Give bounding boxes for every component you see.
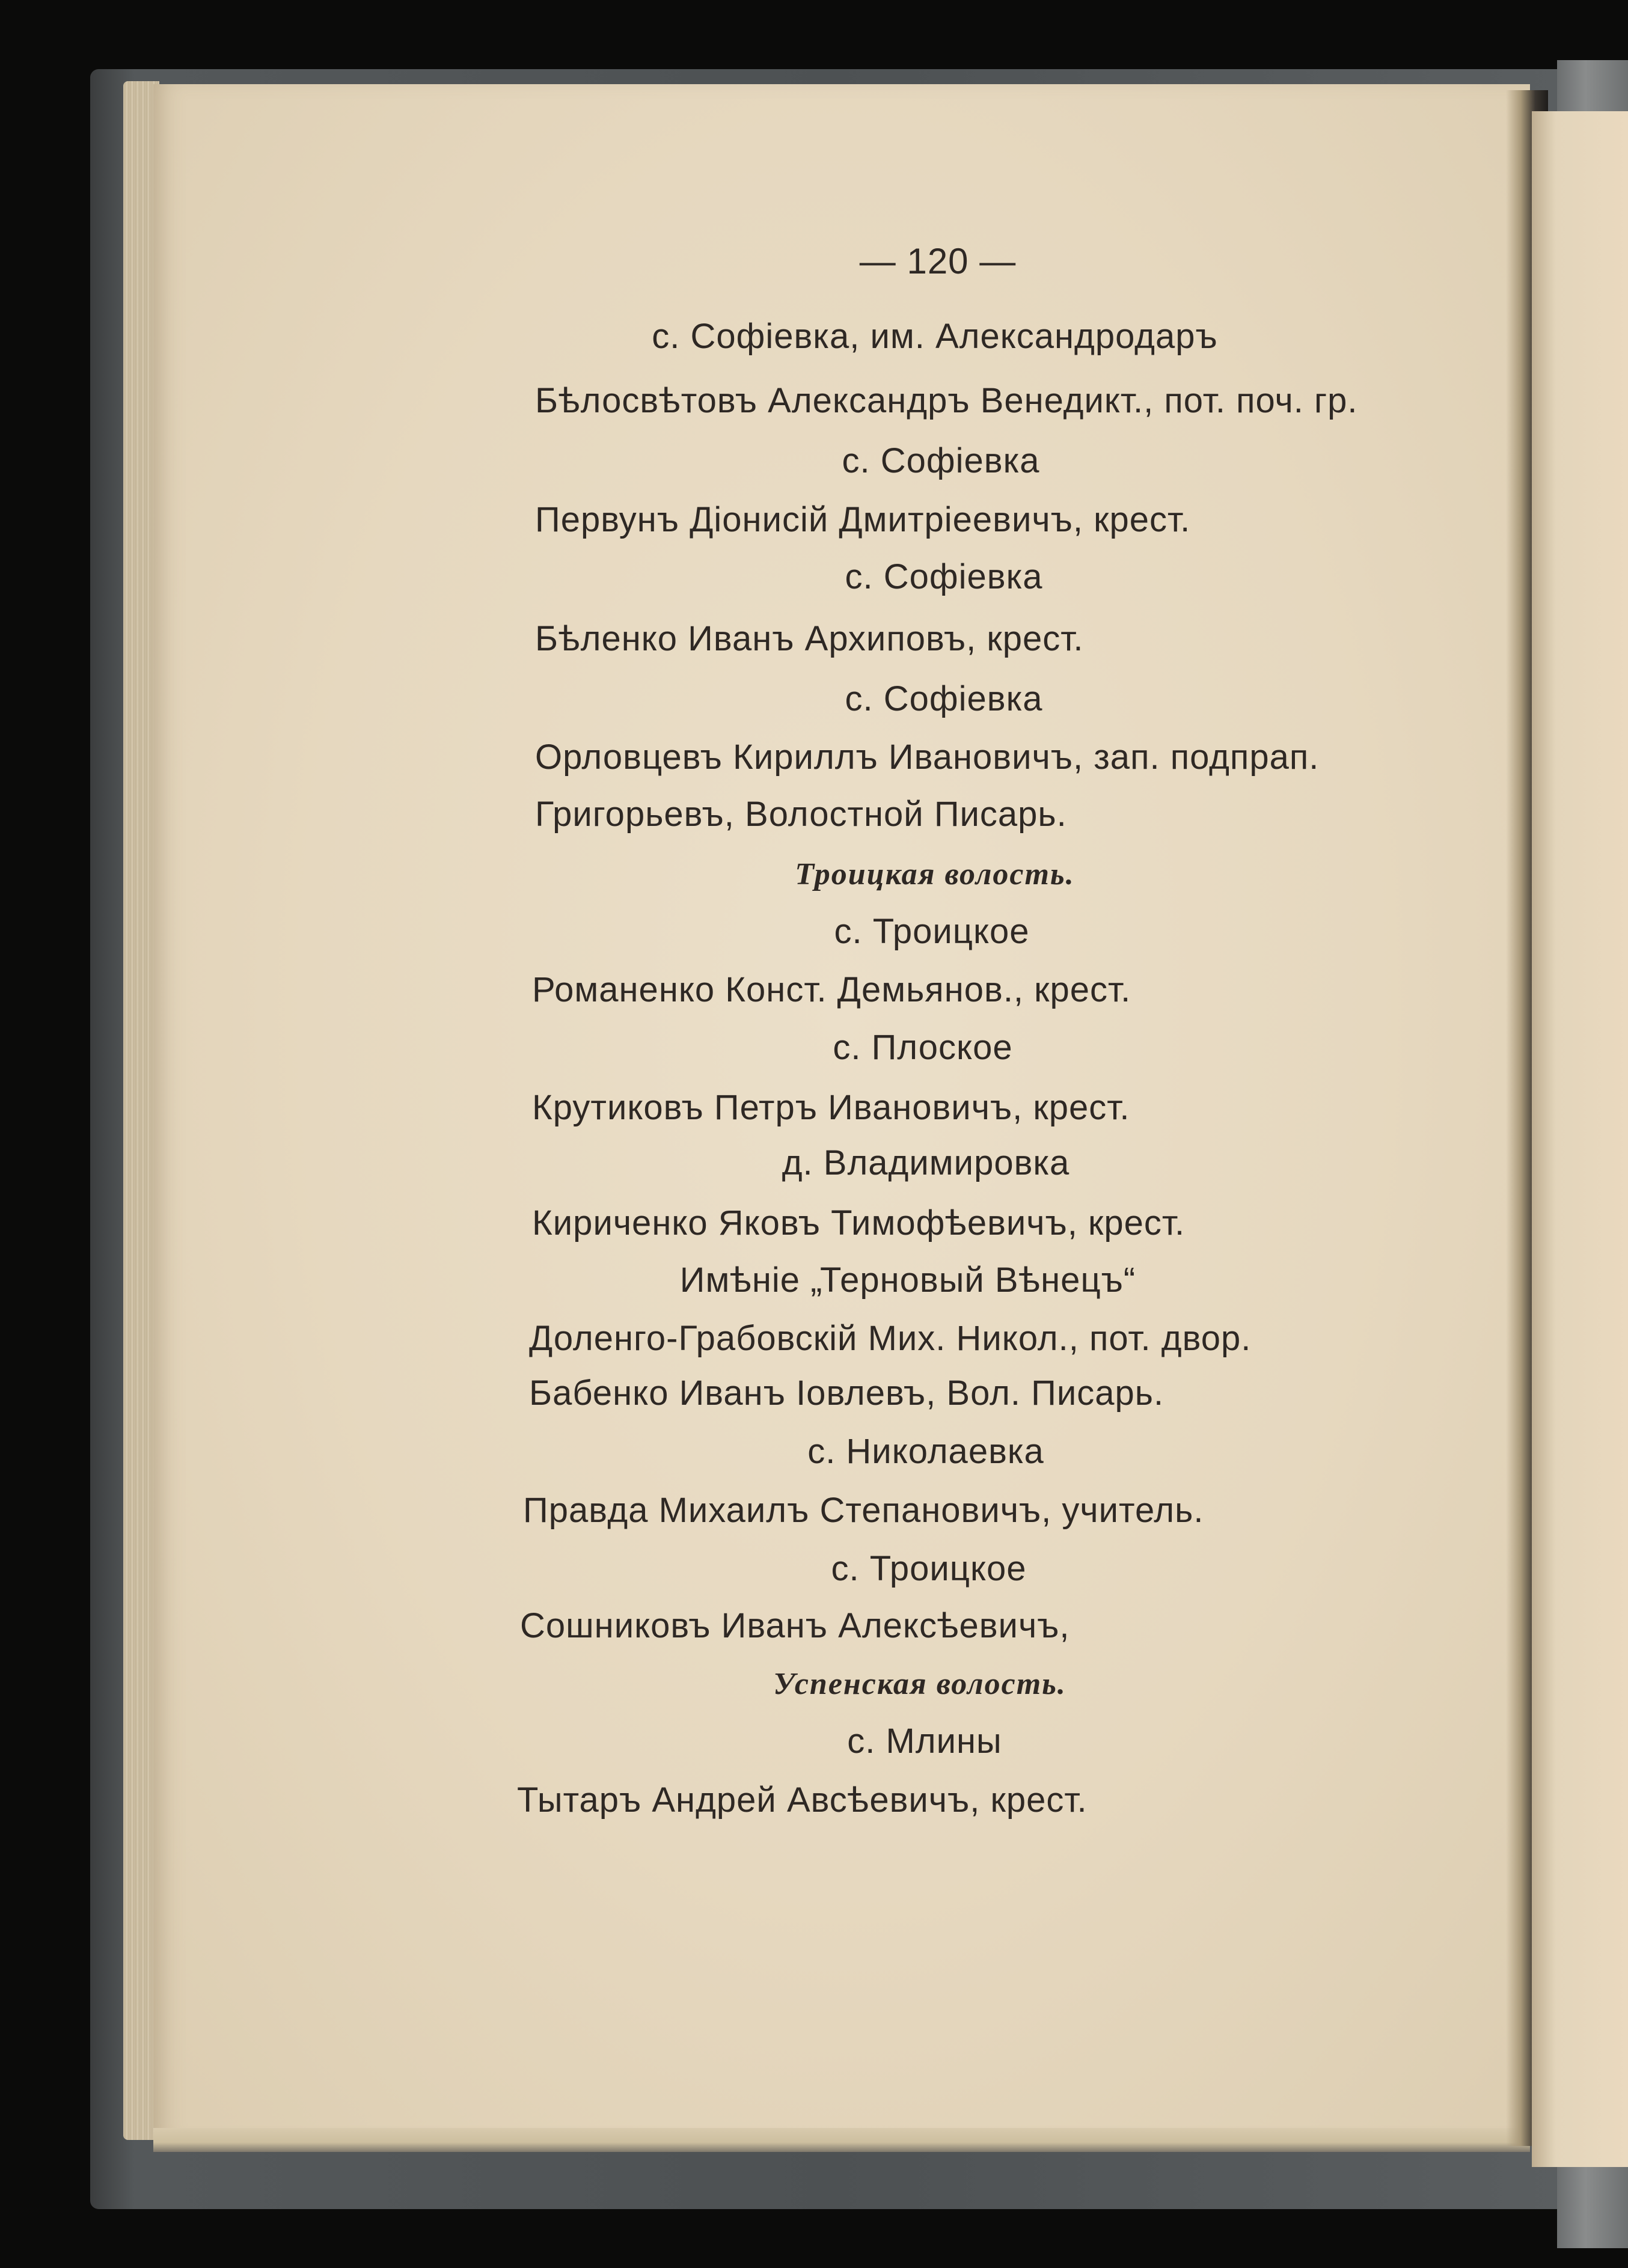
entry-line: Правда Михаилъ Степановичъ, учитель. <box>523 1491 1204 1530</box>
place-heading: с. Николаевка <box>807 1432 1044 1471</box>
entry-line: Сошниковъ Иванъ Алексѣевичъ, <box>520 1606 1070 1645</box>
entry-line: Орловцевъ Кириллъ Ивановичъ, зап. подпрап. <box>535 738 1320 777</box>
entry-line: Григорьевъ, Волостной Писарь. <box>535 795 1067 834</box>
entry-line: Первунъ Діонисій Дмитріеевичъ, крест. <box>535 500 1191 539</box>
place-heading: с. Софіевка <box>842 441 1040 480</box>
place-heading: с. Софіевка <box>845 679 1043 718</box>
entry-line: Романенко Конст. Демьянов., крест. <box>532 970 1131 1009</box>
place-heading: с. Млины <box>847 1722 1002 1761</box>
entry-line: Крутиковъ Петръ Ивановичъ, крест. <box>532 1088 1130 1127</box>
entry-line: Бѣленко Иванъ Архиповъ, крест. <box>535 619 1084 658</box>
place-heading: д. Владимировка <box>782 1143 1070 1182</box>
entry-line: Доленго-Грабовскій Мих. Никол., пот. двор. <box>529 1319 1252 1358</box>
district-heading: Успенская волость. <box>773 1667 1066 1701</box>
estate-heading: Имѣніе „Терновый Вѣнецъ“ <box>679 1261 1136 1300</box>
place-heading: с. Плоское <box>833 1028 1013 1067</box>
page-number: — 120 — <box>859 241 1017 281</box>
place-heading: с. Софіевка <box>845 557 1043 596</box>
entry-line: Тытаръ Андрей Авсѣевичъ, крест. <box>517 1780 1088 1820</box>
entry-line: Бѣлосвѣтовъ Александръ Венедикт., пот. поч. гр. <box>535 381 1358 420</box>
district-heading: Троицкая волость. <box>795 857 1075 891</box>
place-heading: с. Софіевка, им. Александродаръ <box>652 317 1218 356</box>
place-heading: с. Троицкое <box>831 1549 1027 1588</box>
entry-line: Кириченко Яковъ Тимофѣевичъ, крест. <box>532 1203 1186 1243</box>
place-heading: с. Троицкое <box>834 912 1030 951</box>
entry-line: Бабенко Иванъ Іовлевъ, Вол. Писарь. <box>529 1374 1164 1413</box>
